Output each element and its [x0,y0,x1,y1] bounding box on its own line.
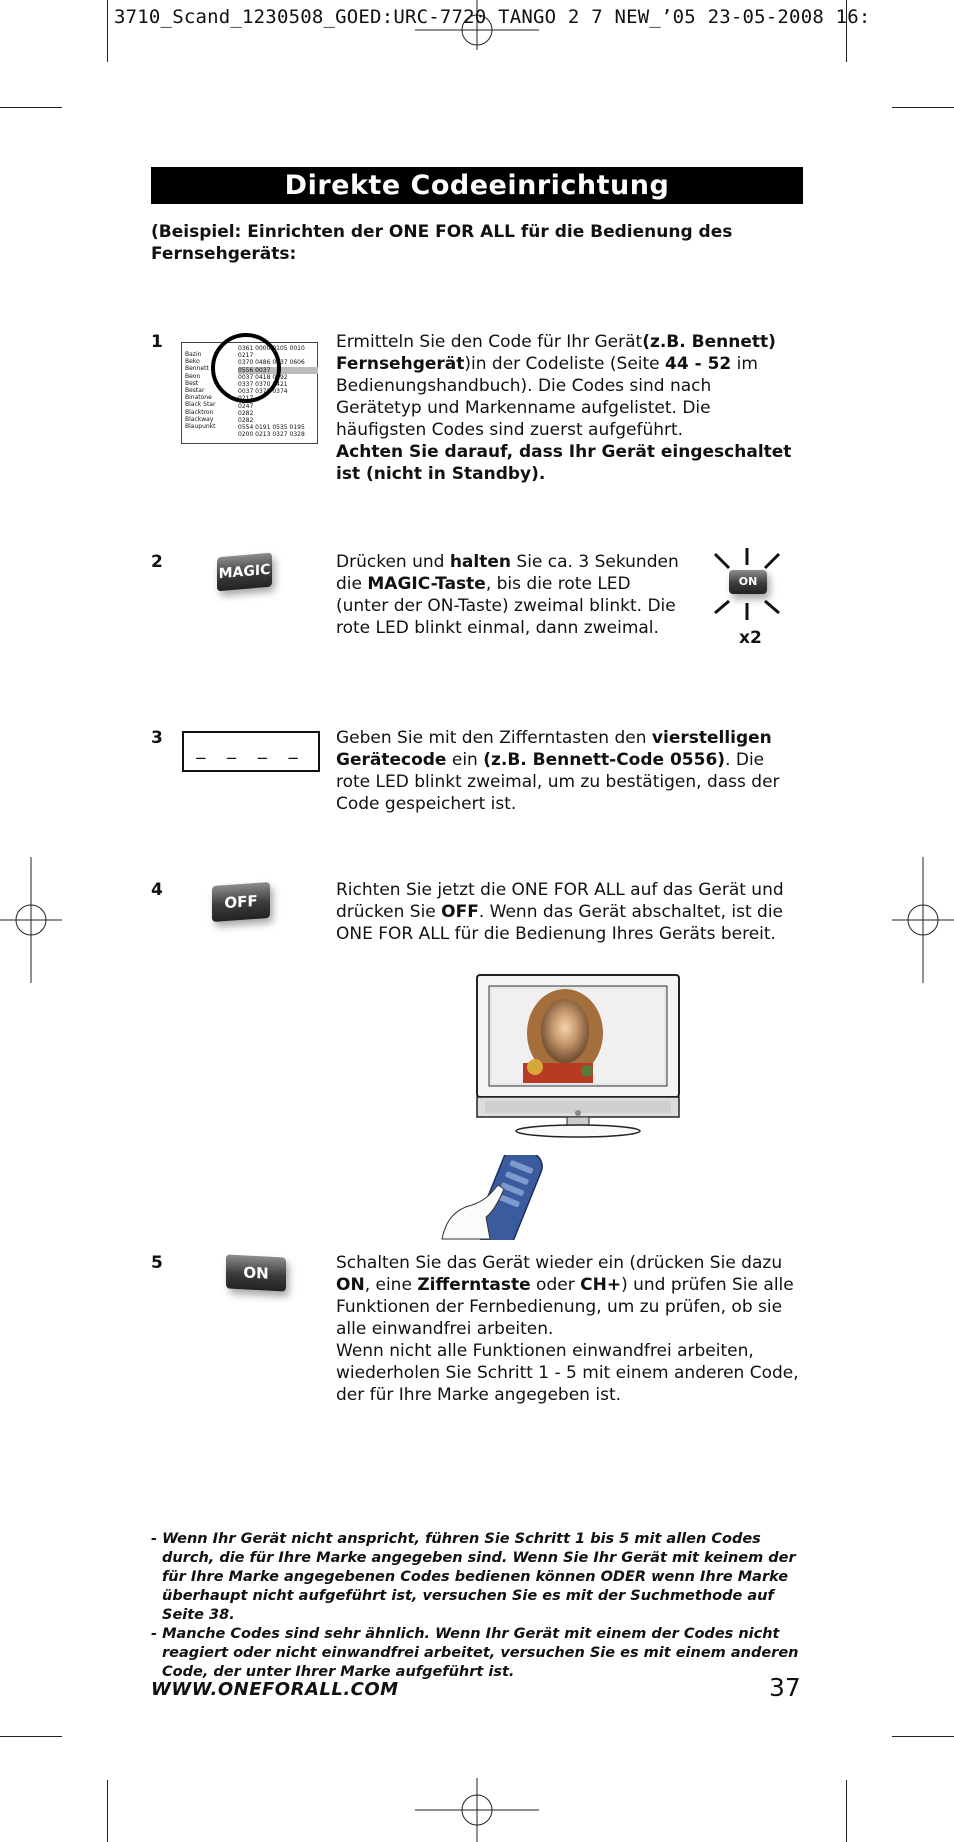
step-text-segment: OFF [441,902,479,922]
on-button[interactable]: ON [226,1254,286,1291]
step-5-note: Wenn nicht alle Funktionen einwandfrei arbeiten, wiederholen Sie Schritt 1 - 5 mit einem anderen Code, der für Ihre Marke angegeben ist. [336,1341,799,1405]
step-text-segment: Geben Sie mit den Zifferntasten den [336,728,652,748]
crop-mark [892,1736,954,1737]
crop-mark [892,107,954,108]
step-text-segment: Sie ca. 3 Sekunden die [336,552,679,594]
crop-mark [0,107,62,108]
step-1-note: Achten Sie darauf, dass Ihr Gerät eingeschaltet ist (nicht in Standby). [336,442,792,484]
registration-mark-icon [892,857,954,983]
intro-text: (Beispiel: Einrichten der ONE FOR ALL für die Bedienung des Fernsehgeräts: [151,222,733,264]
registration-mark-icon [0,857,62,983]
page-title: Direkte Codeeinrichtung [151,167,803,204]
step-number: 3 [151,728,163,748]
code-list-row: 0337 0370 0421 [238,381,288,389]
step-text-segment: )in der Codeliste (Seite [464,354,666,374]
remote-control-illustration [438,1155,548,1240]
step-text-segment: (z.B. Bennett-Code 0556) [483,750,726,770]
step-text-segment: 44 - 52 [665,354,732,374]
step-text-segment: Ermitteln Sie den Code für Ihr Gerät [336,332,643,352]
step-text-segment: , eine [364,1275,418,1295]
off-button[interactable]: OFF [212,882,270,922]
step-text-segment: (z.B. Bennett) Fernsehgerät [336,332,776,374]
step-5-description [336,1252,806,1340]
page-number: 37 [769,1673,801,1702]
on-button[interactable]: ON [729,570,767,594]
step-text-segment: vierstelligen Gerätecode [336,728,772,770]
footnotes [151,1530,811,1682]
step-number: 4 [151,880,163,900]
crop-mark [107,1780,108,1842]
step-text-segment: ON [336,1275,365,1295]
step-text-segment: Richten Sie jetzt die ONE FOR ALL auf das Gerät und drücken Sie [336,880,784,922]
code-list-brand: Bestar [185,387,205,395]
code-list-brand: Best [185,379,199,387]
step-text-segment: CH+ [580,1275,622,1295]
step-1-description [336,331,796,441]
code-list-brand: Bazin [185,351,202,358]
code-list-brand: Black Star [185,401,216,409]
step-text-segment: Zifferntaste [417,1275,531,1295]
code-list-row: 0556 0037 [238,367,318,374]
step-3-text [336,727,798,815]
footnote-item: - Wenn Ihr Gerät nicht anspricht, führen Sie Schritt 1 bis 5 mit allen Codes durch, die für Ihre Marke angegeben sind. Wenn Sie Ihr Gerät mit keinem der für Ihre Marke angegebenen Codes bedienen können ODER wenn Ihre Marke überhaupt nicht aufgeführt ist, versuchen Sie es mit der Suchmethode auf Seite 38. [151,1531,796,1623]
step-text-segment: . Wenn das Gerät abschaltet, ist die ONE FOR ALL für die Bedienung Ihres Geräts bereit. [336,902,784,944]
step-text-segment: halten [449,552,511,572]
code-list-row: 0217 [238,395,254,403]
step-text-segment: ein [446,750,484,770]
crop-mark [846,1780,847,1842]
step-text-segment: ) und prüfen Sie alle Funktionen der Fernbedienung, um zu prüfen, ob sie alle einwandfrei arbeiten. [336,1275,794,1339]
code-digits-display: _ _ _ _ [182,731,320,772]
code-list-brand: Blaupunkt [185,423,216,431]
code-list-row: 0361 0000 0105 0010 [238,345,305,352]
crop-mark [0,1736,62,1737]
website-link[interactable]: WWW.ONEFORALL.COM [151,1679,399,1700]
code-list-row: 0217 [238,352,254,360]
code-list-row: 0247 [238,402,254,410]
code-list-row: 0037 0370 0374 [238,388,288,396]
magic-button[interactable]: MAGIC [217,553,272,592]
code-list-brand: Blackway [185,415,214,423]
code-list-brand: Beon [185,372,201,380]
step-text-segment: , bis die rote LED (unter der ON-Taste) zweimal blinkt. Die rote LED blinkt einmal, dann zweimal. [336,574,676,638]
code-list-row: 0282 [238,409,254,417]
repeat-count: x2 [739,628,762,648]
code-list-row: 0282 [238,417,254,425]
code-list-brand: Binatone [185,394,212,402]
code-list-row: 0200 0213 0327 0328 [238,431,305,439]
step-1-text [336,331,796,485]
step-2-text [336,551,686,639]
step-text-segment: im Bedienungshandbuch). Die Codes sind nach Gerätetyp und Markenname aufgelistet. Die häufigsten Codes sind zuerst aufgeführt. [336,354,758,440]
code-list-brand: Blacktron [185,408,214,416]
step-text-segment: . Die rote LED blinkt zweimal, um zu bestätigen, dass der Code gespeichert ist. [336,750,780,814]
step-number: 5 [151,1253,163,1273]
step-number: 1 [151,332,163,352]
code-list-row: 0037 0418 0192 [238,373,288,381]
code-list-brand: Bennett [185,365,209,373]
footnote-item: - Manche Codes sind sehr ähnlich. Wenn Ihr Gerät mit einem der Codes nicht reagiert oder nicht einwandfrei arbeitet, versuchen Sie es mit einem anderen Code, der unter Ihrer Marke aufgeführt ist. [151,1626,799,1680]
step-text-segment: Drücken und [336,552,450,572]
step-4-text [336,879,798,945]
step-number: 2 [151,552,163,572]
step-text-segment: Schalten Sie das Gerät wieder ein (drücken Sie dazu [336,1253,783,1273]
code-list-brand: Beko [185,358,200,366]
code-list-row: 0554 0191 0535 0195 [238,424,305,432]
highlight-circle-icon [208,330,284,406]
television-illustration [475,973,681,1141]
step-text-segment: oder [530,1275,581,1295]
step-text-segment: MAGIC-Taste [367,574,486,594]
print-header: 3710_Scand_1230508_GOED:URC-7720 TANGO 2 7 NEW_’05 23-05-2008 16: [114,6,871,28]
crop-mark [107,0,108,62]
step-5-text [336,1252,806,1406]
registration-mark-icon [415,1778,539,1842]
code-list-row: 0370 0486 0037 0606 [238,359,305,367]
